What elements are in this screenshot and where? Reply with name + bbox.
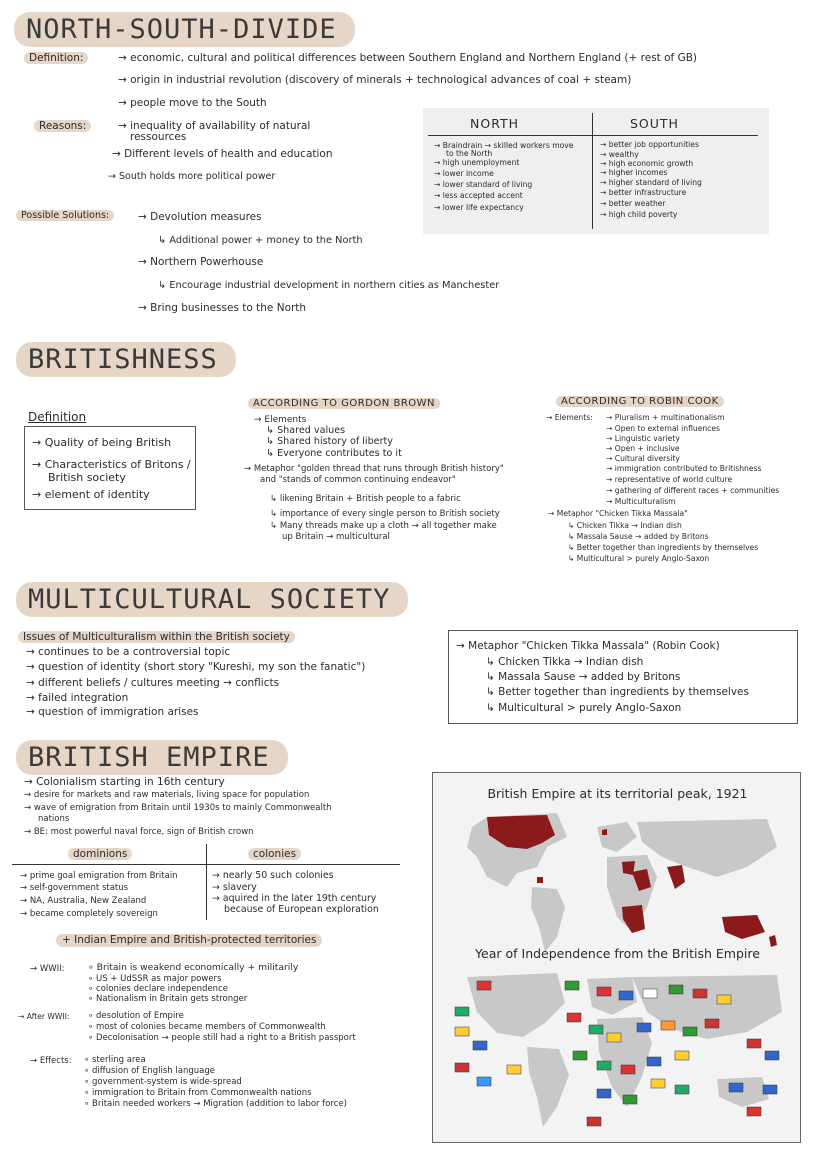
cook-element-3: → Linguistic variety — [606, 434, 680, 443]
cook-metaphor-4: ↳ Better together than ingredients by themselves — [568, 543, 759, 552]
empire-intro-2: → desire for markets and raw materials, living space for population — [24, 790, 310, 800]
brit-definition-label: Definition — [28, 410, 87, 424]
dominions-3: → NA, Australia, New Zealand — [20, 896, 147, 906]
north-header: NORTH — [470, 116, 520, 131]
nsd-solution-2: → Northern Powerhouse — [138, 256, 264, 268]
effects-4: ∘ immigration to Britain from Commonwealth nations — [84, 1088, 312, 1098]
nsd-solution-3: → Bring businesses to the North — [138, 302, 307, 314]
north-item-2: → high unemployment — [434, 158, 520, 167]
multi-box-1: → Metaphor "Chicken Tikka Massala" (Robin Cook) — [456, 640, 720, 652]
cook-header: ACCORDING TO ROBIN COOK — [556, 396, 724, 407]
south-header: SOUTH — [630, 116, 679, 131]
nsd-reason-1: → inequality of availability of natural — [118, 120, 311, 132]
map2-title: Year of Independence from the British Empire — [475, 946, 760, 961]
nsd-solution-1: → Devolution measures — [138, 211, 262, 223]
north-item-5: → less accepted accent — [434, 191, 523, 200]
map1-title: British Empire at its territorial peak, 1921 — [487, 786, 748, 801]
nsd-definition-2: → origin in industrial revolution (discovery of minerals + technological advances of coal + steam) — [118, 74, 632, 86]
britishness-title: BRITISHNESS — [16, 342, 236, 377]
multi-issue-1: → continues to be a controversial topic — [26, 646, 231, 658]
multi-box-3: ↳ Massala Sause → added by Britons — [486, 671, 681, 683]
cook-element-7: → representative of world culture — [606, 475, 733, 484]
empire-table-divider — [206, 844, 207, 920]
dominions-header: dominions — [68, 848, 132, 860]
indian-empire-note: + Indian Empire and British-protected territories — [56, 934, 322, 947]
brown-line-8: ↳ importance of every single person to British society — [270, 509, 500, 519]
nsd-solution-2b: ↳ Encourage industrial development in northern cities as Manchester — [158, 280, 500, 291]
empire-intro-1: → Colonialism starting in 16th century — [24, 776, 225, 788]
after-1: ∘ desolution of Empire — [88, 1011, 184, 1021]
cook-element-9: → Multiculturalism — [606, 497, 676, 506]
multi-box-5: ↳ Multicultural > purely Anglo-Saxon — [486, 702, 682, 714]
effects-label: → Effects: — [30, 1056, 72, 1066]
north-item-4: → lower standard of living — [434, 180, 533, 189]
north-item-6: → lower life expectancy — [434, 203, 524, 212]
cook-metaphor-1: → Metaphor "Chicken Tikka Massala" — [548, 509, 688, 518]
colonies-4: because of European exploration — [224, 904, 379, 915]
table-vertical-rule — [592, 113, 593, 229]
brit-definition-2: → Characteristics of Britons / — [32, 458, 191, 471]
brit-definition-2b: British society — [48, 471, 126, 484]
cook-metaphor-2: ↳ Chicken Tikka → Indian dish — [568, 521, 682, 530]
effects-2: ∘ diffusion of English language — [84, 1066, 215, 1076]
brown-line-9: ↳ Many threads make up a cloth → all together make — [270, 521, 497, 531]
nsd-definition-3: → people move to the South — [118, 97, 267, 109]
cook-element-5: → Cultural diversity — [606, 454, 680, 463]
brown-line-5: → Metaphor "golden thread that runs through British history" — [244, 464, 504, 474]
brown-line-1: → Elements — [254, 415, 307, 425]
table-horizontal-rule — [428, 135, 758, 136]
south-item-8: → high child poverty — [600, 210, 678, 219]
cook-element-2: → Open to external influences — [606, 424, 720, 433]
brown-line-7: ↳ likening Britain + British people to a fabric — [270, 494, 461, 504]
cook-elements-label: → Elements: — [546, 413, 593, 422]
colonies-2: → slavery — [212, 882, 257, 893]
empire-intro-4: → BE: most powerful naval force, sign of British crown — [24, 827, 254, 837]
cook-element-4: → Open + inclusive — [606, 444, 680, 453]
south-item-3: → high economic growth — [600, 159, 694, 168]
dominions-4: → became completely sovereign — [20, 909, 158, 919]
map-empire-1921 — [447, 807, 787, 957]
north-item-1: → Braindrain → skilled workers move — [434, 141, 574, 150]
nsd-definition-label: Definition: — [24, 52, 88, 64]
effects-1: ∘ sterling area — [84, 1055, 146, 1065]
multi-box-4: ↳ Better together than ingredients by themselves — [486, 686, 749, 698]
multicultural-title: MULTICULTURAL SOCIETY — [16, 582, 408, 617]
colonies-1: → nearly 50 such colonies — [212, 870, 334, 881]
effects-5: ∘ Britain needed workers → Migration (addition to labor force) — [84, 1099, 347, 1109]
dominions-2: → self-government status — [20, 883, 129, 893]
multi-box-2: ↳ Chicken Tikka → Indian dish — [486, 656, 644, 668]
colonies-3: → aquired in the later 19th century — [212, 893, 377, 904]
dominions-1: → prime goal emigration from Britain — [20, 871, 178, 881]
wwii-label: → WWII: — [30, 964, 65, 974]
nsd-reasons-label: Reasons: — [34, 120, 91, 132]
cook-element-6: → immigration contributed to Britishness — [606, 464, 762, 473]
multi-issues-label: Issues of Multiculturalism within the British society — [18, 631, 295, 643]
south-item-1: → better job opportunities — [600, 140, 699, 149]
nsd-reason-3: → South holds more political power — [108, 171, 276, 182]
south-item-6: → better infrastructure — [600, 188, 687, 197]
nsd-reason-2: → Different levels of health and education — [112, 148, 333, 160]
cook-element-1: → Pluralism + multinationalism — [606, 413, 725, 422]
south-item-7: → better weather — [600, 199, 666, 208]
maps-panel — [432, 772, 801, 1143]
nsd-solution-1b: ↳ Additional power + money to the North — [158, 235, 363, 246]
brown-line-2: ↳ Shared values — [266, 425, 346, 436]
south-item-5: → higher standard of living — [600, 178, 702, 187]
after-wwii-label: → After WWII: — [18, 1012, 70, 1021]
multi-issue-2: → question of identity (short story "Kureshi, my son the fanatic") — [26, 661, 366, 673]
wwii-3: ∘ colonies declare independence — [88, 984, 228, 994]
after-3: ∘ Decolonisation → people still had a right to a British passport — [88, 1033, 356, 1043]
cook-metaphor-5: ↳ Multicultural > purely Anglo-Saxon — [568, 554, 710, 563]
brit-definition-1: → Quality of being British — [32, 436, 172, 449]
after-2: ∘ most of colonies became members of Commonwealth — [88, 1022, 326, 1032]
brit-definition-3: → element of identity — [32, 488, 150, 501]
nsd-definition-1: → economic, cultural and political differences between Southern England and Northern England (+ rest of GB) — [118, 52, 698, 64]
multi-issue-3: → different beliefs / cultures meeting → conflicts — [26, 677, 280, 689]
cook-metaphor-3: ↳ Massala Sause → added by Britons — [568, 532, 709, 541]
wwii-4: ∘ Nationalism in Britain gets stronger — [88, 994, 248, 1004]
empire-intro-3b: nations — [38, 814, 70, 824]
map-independence-years — [447, 967, 787, 1137]
multi-issue-5: → question of immigration arises — [26, 706, 199, 718]
effects-3: ∘ government-system is wide-spread — [84, 1077, 242, 1087]
empire-intro-3: → wave of emigration from Britain until 1930s to mainly Commonwealth — [24, 803, 332, 813]
nsd-solutions-label: Possible Solutions: — [16, 210, 114, 221]
north-item-3: → lower income — [434, 169, 494, 178]
brown-line-4: ↳ Everyone contributes to it — [266, 448, 402, 459]
cook-element-8: → gathering of different races + communities — [606, 486, 780, 495]
empire-title: BRITISH EMPIRE — [16, 740, 288, 775]
north-item-1b: to the North — [446, 149, 493, 158]
wwii-1: ∘ Britain is weakend economically + militarily — [88, 962, 299, 973]
brown-line-3: ↳ Shared history of liberty — [266, 436, 393, 447]
south-item-2: → wealthy — [600, 150, 639, 159]
nsd-reason-1b: ressources — [130, 131, 187, 143]
wwii-2: ∘ US + UdSSR as major powers — [88, 974, 222, 984]
multi-issue-4: → failed integration — [26, 692, 129, 704]
brown-line-10: up Britain → multicultural — [282, 532, 390, 542]
south-item-4: → higher incomes — [600, 168, 668, 177]
brown-header: ACCORDING TO GORDON BROWN — [248, 398, 440, 409]
nsd-title: NORTH-SOUTH-DIVIDE — [14, 12, 355, 47]
colonies-header: colonies — [248, 848, 301, 860]
brown-line-6: and "stands of common continuing endeavor" — [260, 475, 456, 485]
